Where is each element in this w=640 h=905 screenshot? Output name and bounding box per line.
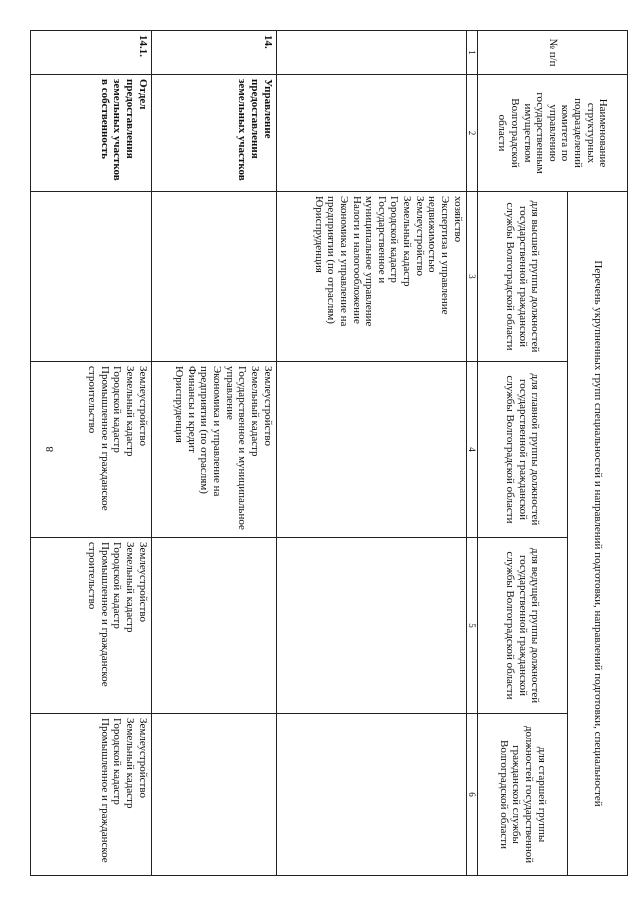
specialty-line: Юриспруденция xyxy=(173,366,186,443)
leading-specialties-cell xyxy=(276,538,466,714)
column-number: 3 xyxy=(466,192,477,362)
column-number: 1 xyxy=(466,31,477,75)
table-row xyxy=(151,31,276,876)
senior-specialties-cell xyxy=(276,714,466,876)
table-row xyxy=(31,31,152,876)
row-num-cell: 14. xyxy=(151,31,276,75)
column-number: 6 xyxy=(466,714,477,876)
specialty-line: Финансы и кредит xyxy=(185,366,198,453)
specialty-line: Землеустройство xyxy=(136,542,149,622)
column-number-row xyxy=(466,31,477,876)
specialty-line: Городской кадастр xyxy=(111,542,124,629)
specialty-line: Землеустройство xyxy=(261,366,274,446)
specialty-line: Земельный кадастр xyxy=(401,196,414,287)
specialty-line: Землеустройство xyxy=(136,366,149,446)
header-specialty-groups: Перечень укрупненных групп специальностей и направлений подготовки, направлений подготовки, специальностей xyxy=(568,192,628,876)
specialty-line: Городской кадастр xyxy=(388,196,401,283)
specialty-line: Городской кадастр xyxy=(111,366,124,453)
highest-specialties-cell xyxy=(151,192,276,362)
department-name-cell: Управление предоставления земельных участков xyxy=(151,75,276,192)
specialty-line: Земельный кадастр xyxy=(124,542,137,633)
row-num-cell: 14.1. xyxy=(31,31,152,75)
specialties-table xyxy=(30,30,628,876)
column-number: 4 xyxy=(466,362,477,538)
specialty-line: Земельный кадастр xyxy=(124,366,137,457)
header-senior-group: для старшей группы должностей государственной гражданской службы Волгоградской области xyxy=(478,714,568,876)
specialty-line: Экономика и управление на предприятии (по отраслям) xyxy=(198,366,224,497)
specialty-line: Государственное и муниципальное управление xyxy=(223,366,249,530)
highest-specialties-cell xyxy=(276,192,466,362)
specialty-line: Землеустройство xyxy=(413,196,426,276)
specialty-line: Юриспруденция xyxy=(312,196,325,273)
main-specialties-cell xyxy=(276,362,466,538)
specialty-line: Промышленное и гражданское строительство xyxy=(86,366,111,511)
specialty-line: Земельный кадастр xyxy=(124,718,137,809)
department-name-cell xyxy=(276,75,466,192)
senior-specialties-cell xyxy=(151,714,276,876)
document-sheet xyxy=(30,30,628,875)
leading-specialties-cell xyxy=(31,538,152,714)
specialty-line: Экспертиза и управление недвижимостью xyxy=(426,196,452,315)
specialty-line: хозяйство xyxy=(451,196,464,243)
header-row-1 xyxy=(568,31,628,876)
specialty-line: Городской кадастр xyxy=(111,718,124,805)
specialty-line: Промышленное и гражданское строительство xyxy=(86,542,111,687)
senior-specialties-cell xyxy=(31,714,152,876)
specialty-line: Экономика и управление на предприятии (по отраслям) xyxy=(325,196,350,327)
main-specialties-cell xyxy=(31,362,152,538)
row-num-cell xyxy=(276,31,466,75)
table-row xyxy=(276,31,466,876)
highest-specialties-cell xyxy=(31,192,152,362)
specialty-line: Промышленное и гражданское xyxy=(98,718,111,863)
specialty-line: Землеустройство xyxy=(136,718,149,798)
header-department-name: Наименование структурных подразделений комитета по управлению государственным имуществом Волгоградской области xyxy=(478,75,628,192)
specialty-line: Налоги и налогообложение xyxy=(350,196,363,324)
leading-specialties-cell xyxy=(151,538,276,714)
header-num: № п/п xyxy=(478,31,628,75)
header-highest-group: для высшей группы должностей государственной гражданской службы Волгоградской области xyxy=(478,192,568,362)
department-name-cell: Отдел предоставления земельных участков в собственность xyxy=(31,75,152,192)
page-number: 8 xyxy=(44,446,56,452)
column-number: 5 xyxy=(466,538,477,714)
main-specialties-cell xyxy=(151,362,276,538)
header-leading-group: для ведущей группы должностей государственной гражданской службы Волгоградской области xyxy=(478,538,568,714)
header-main-group: для главной группы должностей государственной гражданской службы Волгоградской области xyxy=(478,362,568,538)
column-number: 2 xyxy=(466,75,477,192)
specialty-line: Земельный кадастр xyxy=(249,366,262,457)
specialty-line: Государственное и муниципальное управление xyxy=(363,196,388,327)
